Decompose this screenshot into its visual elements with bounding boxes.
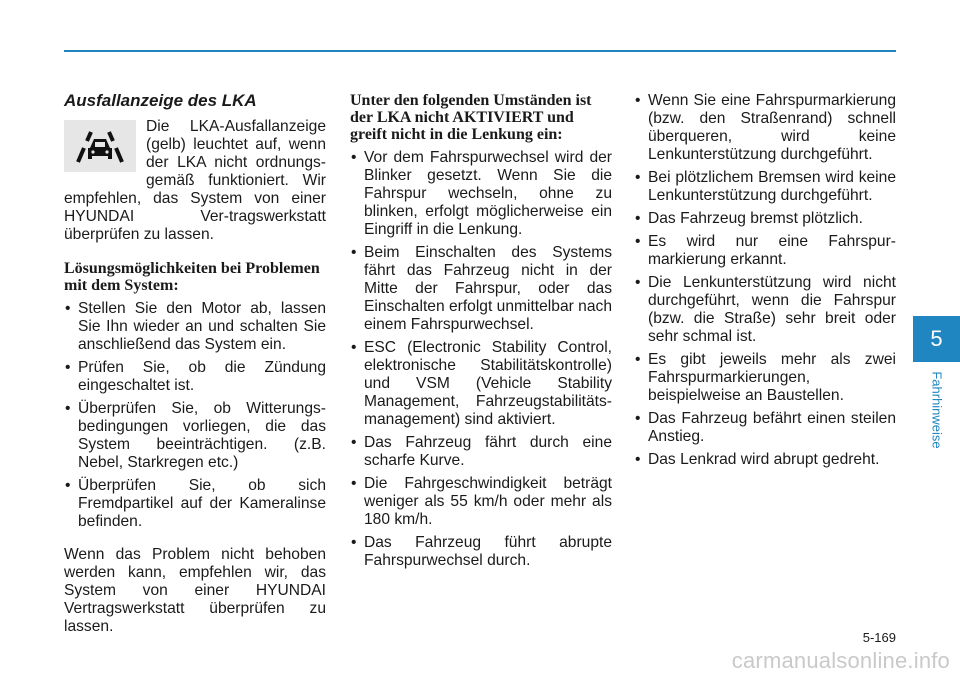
list-item: • ESC (Electronic Stability Control, elektronische Stabilitätskontrolle) und VSM (Vehicle Stability Management, Fahrzeugstabilitäts-management) sind aktiviert.: [350, 339, 612, 429]
list-item: • Es gibt jeweils mehr als zwei Fahrspurmarkierungen, beispielweise an Baustellen.: [634, 351, 896, 405]
list-item: • Vor dem Fahrspurwechsel wird der Blinker gesetzt. Wenn Sie die Fahrspur wechseln, ohne zu blinken, erfolgt möglicherweise ein Eingriff in die Lenkung.: [350, 149, 612, 239]
list-item: • Überprüfen Sie, ob sich Fremdpartikel auf der Kameralinse befinden.: [64, 477, 326, 531]
list-item: • Die Lenkunterstützung wird nicht durchgeführt, wenn die Fahrspur (bzw. die Straße) sehr breit oder sehr schmal ist.: [634, 274, 896, 346]
list-item: • Die Fahrgeschwindigkeit beträgt weniger als 55 km/h oder mehr als 180 km/h.: [350, 475, 612, 529]
solutions-heading: Lösungsmöglichkeiten bei Problemen mit dem System:: [64, 260, 320, 294]
top-rule: [64, 50, 896, 52]
not-active-list: [350, 149, 612, 570]
list-item: • Bei plötzlichem Bremsen wird keine Lenkunterstützung durchgeführt.: [634, 169, 896, 205]
section-heading-lka-failure: Ausfallanzeige des LKA: [64, 91, 257, 110]
list-item: • Das Fahrzeug fährt durch eine scharfe Kurve.: [350, 434, 612, 470]
list-item: • Stellen Sie den Motor ab, lassen Sie Ihn wieder an und schalten Sie anschließend das System ein.: [64, 300, 326, 354]
lka-warning-icon: [64, 120, 136, 172]
list-item: • Prüfen Sie, ob die Zündung eingeschaltet ist.: [64, 359, 326, 395]
closing-paragraph: Wenn das Problem nicht behoben werden kann, empfehlen wir, das System von einer HYUNDAI Vertragswerkstatt überprüfen zu lassen.: [64, 546, 326, 635]
list-item: • Das Lenkrad wird abrupt gedreht.: [634, 451, 896, 469]
chapter-label: Fahrhinweise: [929, 371, 945, 449]
list-item: • Das Fahrzeug führt abrupte Fahrspurwechsel durch.: [350, 534, 612, 570]
lka-intro-block: [64, 118, 326, 244]
column-3: [634, 92, 896, 474]
list-item: • Wenn Sie eine Fahrspurmarkierung (bzw. den Straßenrand) schnell überqueren, wird keine Lenkunterstützung durchgeführt.: [634, 92, 896, 164]
page-number: 5-169: [862, 630, 896, 645]
list-item: • Es wird nur eine Fahrspur-markierung erkannt.: [634, 233, 896, 269]
column-2: [350, 92, 612, 575]
lka-failure-intro: Die LKA-Ausfallanzeige (gelb) leuchtet auf, wenn der LKA nicht ordnungs-gemäß funktioniert. Wir empfehlen, das System von einer HYUNDAI Ver-tragswerkstatt überprüfen zu lassen.: [64, 118, 326, 243]
solutions-list: [64, 300, 326, 531]
list-item: • Überprüfen Sie, ob Witterungs-bedingungen vorliegen, die das System beeinträchtigen. (z.B. Nebel, Starkregen etc.): [64, 400, 326, 472]
list-item: • Das Fahrzeug befährt einen steilen Anstieg.: [634, 410, 896, 446]
list-item: • Beim Einschalten des Systems fährt das Fahrzeug nicht in der Mitte der Fahrspur, oder das Einschalten erfolgt unmittelbar nach einem Fahrspurwechsel.: [350, 244, 612, 334]
list-item: • Das Fahrzeug bremst plötzlich.: [634, 210, 896, 228]
chapter-tab: 5: [913, 316, 960, 362]
column-1: [64, 92, 326, 636]
conditions-list: [634, 92, 896, 469]
lka-not-active-heading: Unter den folgenden Umständen ist der LKA nicht AKTIVIERT und greift nicht in die Lenkung ein:: [350, 92, 592, 143]
watermark: carmanualsonline.info: [731, 648, 950, 673]
